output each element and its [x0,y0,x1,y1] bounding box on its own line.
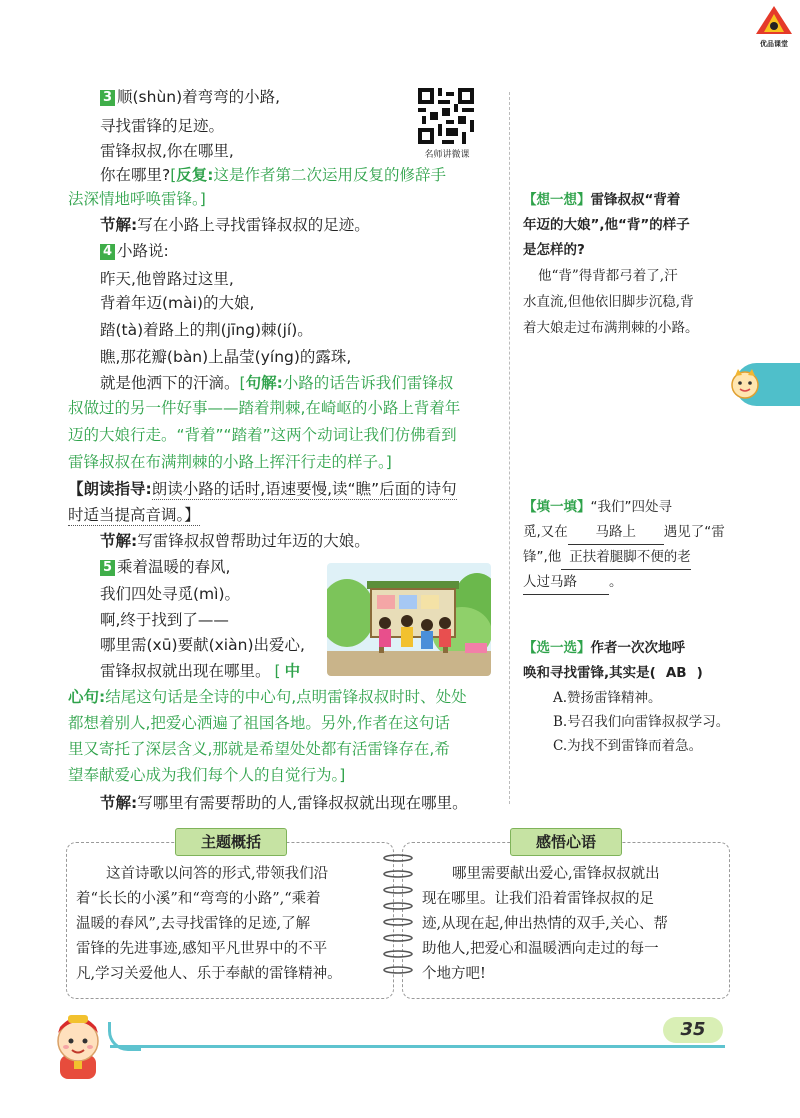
logo-emblem-icon [754,4,794,36]
stanza5-line4: 哪里需(xū)要献(xiàn)出爱心, [100,636,305,654]
stanza4-line4: 踏(tà)着路上的荆(jīng)棘(jí)。 [100,321,313,339]
stanza4-line6: 就是他洒下的汗滴。[句解:小路的话告诉我们雷锋叔 [100,374,454,392]
fill-blank-1[interactable]: 马路上 [568,520,664,545]
stanza5-line3: 啊,终于找到了—— [100,611,229,629]
fill-blank-2a[interactable]: 正扶着腿脚不便的老 [561,545,691,570]
think-question-line3: 是怎样的? [523,242,585,258]
qr-code[interactable] [418,88,474,144]
page-number: 35 [680,1019,706,1040]
insight-line4: 助他人,把爱心和温暖洒向走过的每一 [422,941,659,957]
stanza5-note-line4: 望奉献爱心成为我们每个人的自觉行为。] [68,766,346,784]
publisher-logo [754,4,794,48]
stanza4-note-line2: 叔做过的另一件好事——踏着荆棘,在崎岖的小路上背着年 [68,399,461,417]
insight-line3: 迹,从现在起,伸出热情的双手,关心、帮 [422,916,668,932]
theme-summary-line4: 雷锋的先进事迹,感知平凡世界中的不平 [76,941,328,957]
fill-line3: 锋”,他 正扶着腿脚不便的老 [523,545,691,570]
footer-line [110,1045,725,1048]
theme-summary-line5: 凡,学习关爱他人、乐于奉献的雷锋精神。 [76,966,342,982]
stanza3-line1: 3 顺(shùn)着弯弯的小路, [100,86,280,108]
reading-guide-line1: 【朗读指导:朗读小路的话时,语速要慢,读“瞧”后面的诗句 [68,480,457,498]
fill-line2: 觅,又在 马路上 遇见了“雷 [523,520,725,545]
stanza5-line5: 雷锋叔叔就出现在哪里。 [ 中 [100,662,301,680]
qr-code-icon [418,88,474,144]
spiral-rings-icon [378,850,418,990]
think-answer-line1: 他“背”得背都弓着了,汗 [538,268,678,284]
stanza3-line4: 你在哪里?[反复:这是作者第二次运用反复的修辞手 [100,166,447,184]
choose-answer: AB [665,665,687,681]
mascot-character-icon [38,1005,118,1085]
choose-option-b[interactable]: B.号召我们向雷锋叔叔学习。 [553,714,730,730]
insight-line1: 哪里需要献出爱心,雷锋叔叔就出 [452,866,660,882]
fill-blank-2b[interactable]: 人过马路 [523,570,609,595]
stanza-number: 3 [100,90,115,106]
stanza3-line2: 寻找雷锋的足迹。 [100,117,225,135]
stanza4-line2: 昨天,他曾路过这里, [100,270,234,288]
think-answer-line3: 着大娘走过布满荆棘的小路。 [523,320,699,336]
theme-summary-title: 主题概括 [175,828,287,856]
stanza5-line2: 我们四处寻觅(mì)。 [100,585,241,603]
think-question-line1: 【想一想】雷锋叔叔“背着 [523,192,681,208]
stanza3-line3: 雷锋叔叔,你在哪里, [100,142,234,160]
stanza5-line1: 5 乘着温暖的春风, [100,556,230,578]
theme-summary-line1: 这首诗歌以问答的形式,带领我们沿 [106,866,329,882]
fill-line1: 【填一填】“我们”四处寻 [523,499,672,515]
insight-line2: 现在哪里。让我们沿着雷锋叔叔的足 [422,891,654,907]
stanza5-note-line1: 心句:结尾这句话是全诗的中心句,点明雷锋叔叔时时、处处 [68,688,467,706]
stanza4-jie: 节解:写雷锋叔叔曾帮助过年迈的大娘。 [100,532,370,550]
illustration-children-bulletin-board [327,563,491,676]
stanza4-note-line3: 迈的大娘行走。“背着”“踏着”这两个动词让我们仿佛看到 [68,426,457,444]
think-question-line2: 年迈的大娘”,他“背”的样子 [523,217,690,233]
stanza3-jie: 节解:写在小路上寻找雷锋叔叔的足迹。 [100,216,370,234]
spiral-binding [378,850,418,990]
think-answer-line2: 水直流,但他依旧脚步沉稳,背 [523,294,694,310]
insight-line5: 个地方吧! [422,966,486,982]
qr-caption: 名师讲微课 [424,150,470,160]
stanza4-line3: 背着年迈(mài)的大娘, [100,294,255,312]
theme-summary-line2: 着“长长的小溪”和“弯弯的小路”,“乘着 [76,891,321,907]
mascot-face-icon [728,368,762,400]
children-at-board-picture [327,563,491,676]
stanza-number: 4 [100,244,115,260]
choose-line2: 唤和寻找雷锋,其实是( AB ) [523,665,703,681]
logo-caption: 优品课堂 [760,40,788,48]
stanza-number: 5 [100,560,115,576]
choose-option-a[interactable]: A.赞扬雷锋精神。 [553,690,662,706]
stanza4-line5: 瞧,那花瓣(bàn)上晶莹(yíng)的露珠, [100,348,352,366]
stanza4-note-line4: 雷锋叔叔在布满荆棘的小路上挥汗行走的样子。] [68,453,392,471]
choose-option-c[interactable]: C.为找不到雷锋而着急。 [553,738,703,754]
choose-line1: 【选一选】作者一次次地呼 [523,640,685,656]
stanza3-note-line2: 法深情地呼唤雷锋。] [68,190,206,208]
column-divider [509,92,510,804]
stanza5-jie: 节解:写哪里有需要帮助的人,雷锋叔叔就出现在哪里。 [100,794,468,812]
stanza5-note-line3: 里又寄托了深层含义,那就是希望处处都有活雷锋存在,希 [68,740,450,758]
reading-guide-line2: 时适当提高音调。】 [68,506,200,524]
insight-title: 感悟心语 [510,828,622,856]
theme-summary-line3: 温暖的春风”,去寻找雷锋的足迹,了解 [76,916,311,932]
stanza5-note-line2: 都想着别人,把爱心洒遍了祖国各地。另外,作者在这句话 [68,714,450,732]
stanza4-line1: 4 小路说: [100,240,169,262]
fill-line4: 人过马路 。 [523,570,623,595]
